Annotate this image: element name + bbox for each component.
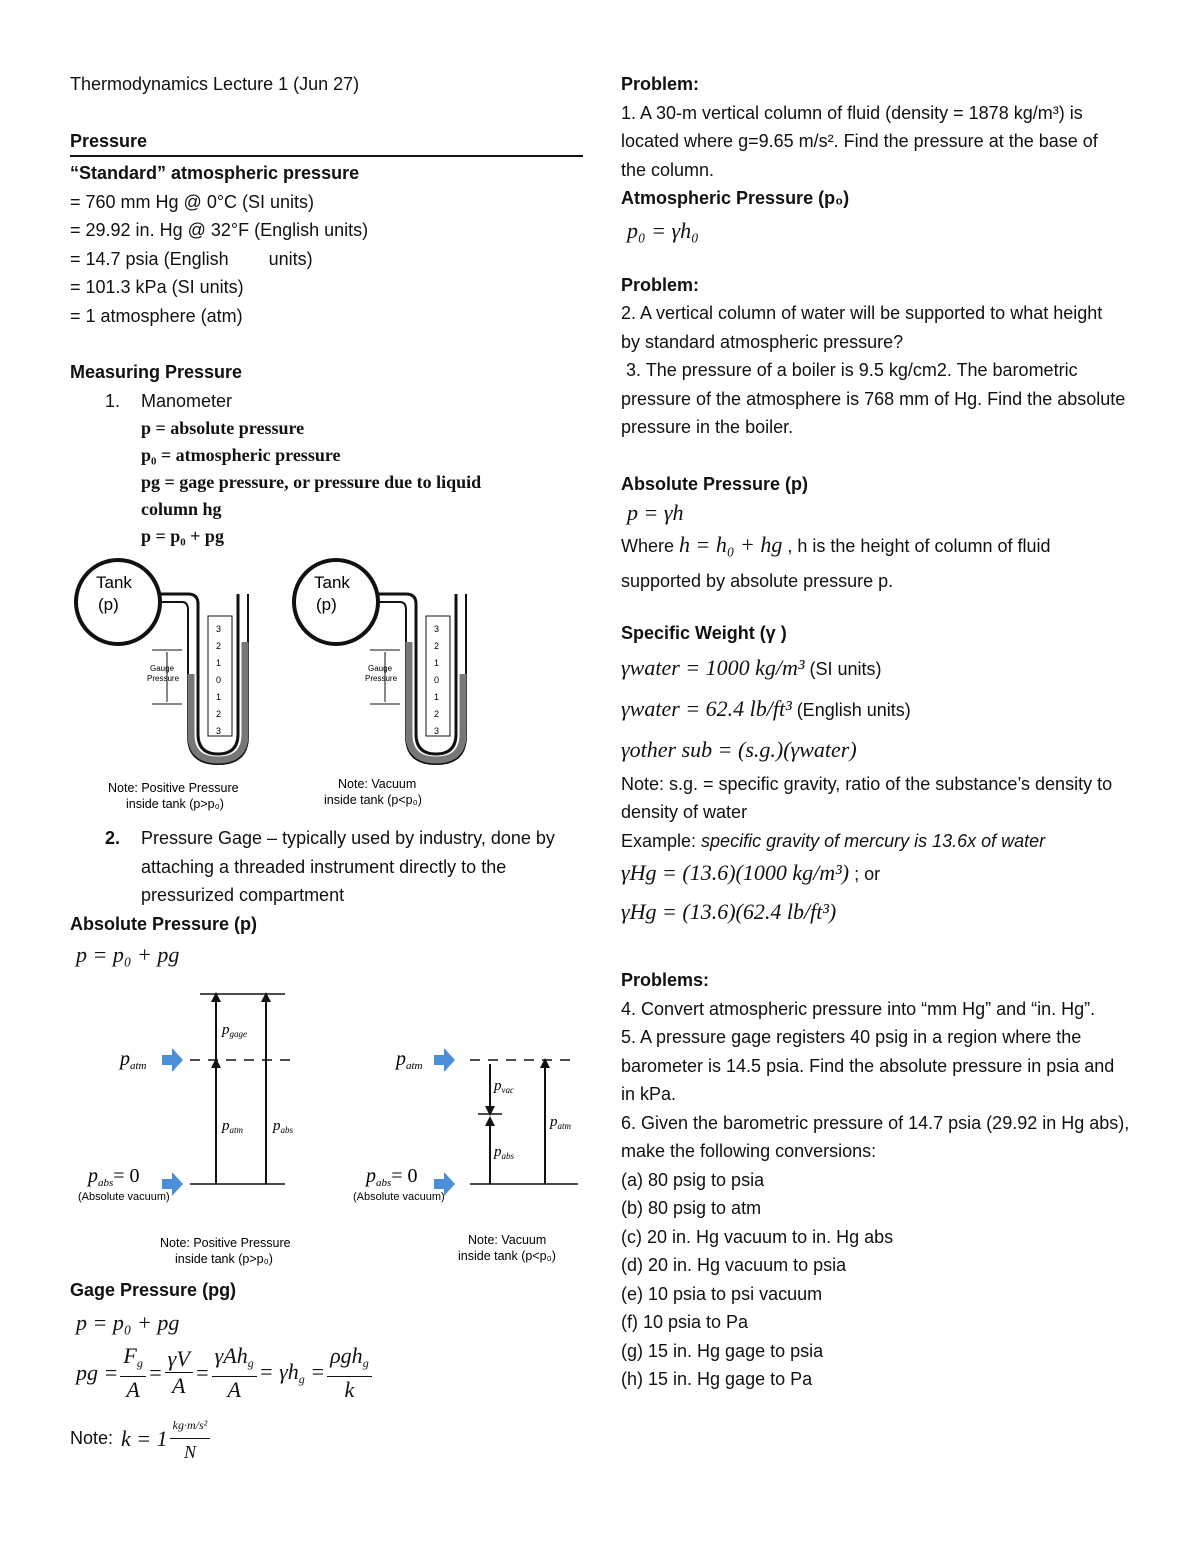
- k-note: [70, 1407, 585, 1471]
- gauge-label: Pressure: [365, 674, 398, 683]
- problem-1: 1. A 30-m vertical column of fluid (density = 1878 kg/m³) is located where g=9.65 m/s². Find the pressure at the base of the column.: [621, 102, 1098, 180]
- conversion-item: (h) 15 in. Hg gage to Pa: [621, 1369, 813, 1389]
- conversion-item: (b) 80 psig to atm: [621, 1198, 762, 1218]
- gauge-label: Gauge: [150, 664, 175, 673]
- atmospheric-pressure-title: Atmospheric Pressure (p₀): [621, 188, 850, 208]
- definition-line: p = p₀ + pg: [141, 526, 224, 546]
- conversion-item: (a) 80 psig to psia: [621, 1169, 765, 1190]
- standard-line: = 29.92 in. Hg @ 32°F (English units): [70, 220, 369, 240]
- standard-line: = 760 mm Hg @ 0°C (SI units): [70, 191, 315, 212]
- svg-text:2: 2: [216, 641, 222, 651]
- specific-weight-si: γwater = 1000 kg/m³ (SI units): [621, 654, 882, 680]
- svg-text:1: 1: [434, 692, 440, 702]
- problem-title: Problem:: [621, 274, 700, 295]
- label-patm: $p_{atm}$: [120, 1048, 147, 1072]
- label-pabs-zero: $p_{abs}= 0$: [366, 1165, 418, 1189]
- problem-title: Problem:: [621, 74, 700, 94]
- specific-weight-title: Specific Weight (γ ): [621, 623, 787, 643]
- label-patm-vertical: $p_{atm}$: [222, 1118, 243, 1135]
- arrow-right-icon: [434, 1048, 455, 1072]
- note-positive-line2: inside tank (p>p₀): [126, 797, 224, 811]
- note-vacuum-line1: Note: Vacuum: [338, 777, 417, 791]
- list-item-label: Manometer: [141, 390, 233, 411]
- svg-text:2: 2: [216, 709, 222, 719]
- svg-text:1: 1: [216, 658, 222, 668]
- gauge-label: Gauge: [368, 664, 393, 673]
- definition-line: p = absolute pressure: [141, 418, 305, 438]
- conversion-item: (d) 20 in. Hg vacuum to psia: [621, 1255, 847, 1275]
- note-vacuum-line1: Note: Vacuum: [468, 1233, 547, 1247]
- label-pgage: $p_{gage}$: [222, 1022, 247, 1039]
- absolute-pressure-formula: p = γh: [627, 500, 684, 525]
- atmospheric-pressure-formula: p₀ = γh₀: [627, 217, 699, 243]
- standard-line: = 101.3 kPa (SI units): [70, 277, 244, 297]
- list-item-manometer: [70, 387, 585, 416]
- example-line: Example: specific gravity of mercury is 13.6x of water: [621, 830, 1046, 851]
- note-positive-line1: Note: Positive Pressure: [160, 1236, 291, 1250]
- conversion-item: (c) 20 in. Hg vacuum to in. Hg abs: [621, 1226, 894, 1247]
- where-line-2: supported by absolute pressure p.: [621, 571, 894, 591]
- conversion-item: (f) 10 psia to Pa: [621, 1312, 749, 1332]
- k-fraction: $\frac{\text{kg·m/s²}}{N}$: [170, 1412, 211, 1465]
- problem-5: 5. A pressure gage registers 40 psig in a region where the barometer is 14.5 psia. Find the absolute pressure in psia and in kPa.: [621, 1027, 1115, 1104]
- label-absolute-vacuum: (Absolute vacuum): [353, 1191, 445, 1203]
- right-column: [621, 68, 1141, 1394]
- mercury-weight-english: γHg = (13.6)(62.4 lb/ft³): [621, 899, 837, 924]
- absolute-pressure-formula: p = p₀ + pg: [76, 942, 180, 967]
- problem-3: 3. The pressure of a boiler is 9.5 kg/cm2. The barometric pressure of the atmosphere is 768 mm of Hg. Find the absolute pressure in the boiler.: [621, 360, 1131, 437]
- tank-sub: (p): [98, 595, 119, 614]
- list-number: 2.: [105, 828, 121, 848]
- absolute-pressure-title: Absolute Pressure (p): [621, 473, 809, 494]
- standard-line: = 1 atmosphere (atm): [70, 305, 243, 326]
- label-absolute-vacuum: (Absolute vacuum): [78, 1191, 170, 1203]
- k-formula: k = 1: [121, 1425, 168, 1451]
- svg-text:3: 3: [434, 726, 440, 736]
- label-patm: $p_{atm}$: [396, 1048, 423, 1072]
- definition-line: column hg: [141, 499, 222, 519]
- pressure-level-diagram: [70, 972, 585, 1272]
- note-k-label: Note:: [70, 1428, 114, 1449]
- label-pabs-zero: $p_{abs}= 0$: [88, 1165, 140, 1189]
- note-positive-line2: inside tank (p>p₀): [175, 1252, 273, 1266]
- problem-4: 4. Convert atmospheric pressure into “mm Hg” and “in. Hg”.: [621, 998, 1096, 1019]
- specific-gravity-note: Note: s.g. = specific gravity, ratio of the substance’s density to density of water: [621, 773, 1113, 822]
- gage-formula-chain: pg = $\frac{F_g}{A}$ = $\frac{\gamma V}{A}$ = $\frac{\gamma Ah_g}{A}$ = $\gamma h_g$ = $\frac{\rho gh_g}{k}$: [70, 1341, 585, 1405]
- absolute-pressure-title: Absolute Pressure (p): [70, 913, 258, 934]
- svg-text:3: 3: [216, 624, 222, 634]
- measuring-pressure-title: Measuring Pressure: [70, 362, 243, 382]
- mercury-weight-si: γHg = (13.6)(1000 kg/m³) ; or: [621, 860, 881, 885]
- positive-pressure-levels: [78, 992, 295, 1266]
- list-number: 1.: [105, 390, 121, 411]
- specific-weight-other: γother sub = (s.g.)(γwater): [621, 736, 857, 762]
- specific-weight-english: γwater = 62.4 lb/ft³ (English units): [621, 695, 911, 721]
- tank-label: Tank: [314, 573, 350, 592]
- manometer-positive: [76, 560, 248, 811]
- standard-line: = 14.7 psia (English units): [70, 248, 313, 269]
- svg-text:1: 1: [216, 692, 222, 702]
- svg-text:3: 3: [216, 726, 222, 736]
- gage-pressure-title: Gage Pressure (pg): [70, 1280, 237, 1300]
- label-pvac: $p_{vac}$: [494, 1078, 514, 1095]
- note-vacuum-line2: inside tank (p<p₀): [458, 1249, 556, 1263]
- definition-line: p₀ = atmospheric pressure: [141, 445, 341, 465]
- problem-2: 2. A vertical column of water will be supported to what height by standard atmospheric pressure?: [621, 303, 1103, 352]
- svg-text:0: 0: [434, 675, 440, 685]
- problem-6: 6. Given the barometric pressure of 14.7 psia (29.92 in Hg abs), make the following conversions:: [621, 1112, 1130, 1161]
- left-column: [70, 68, 585, 1471]
- label-patm-vertical: $p_{atm}$: [550, 1114, 571, 1131]
- note-positive-line1: Note: Positive Pressure: [108, 781, 239, 795]
- section-divider: [70, 155, 583, 157]
- gage-formula-sum: p = p₀ + pg: [76, 1309, 180, 1335]
- svg-text:2: 2: [434, 709, 440, 719]
- tank-sub: (p): [316, 595, 337, 614]
- label-pabs-vertical: $p_{abs}$: [494, 1144, 515, 1161]
- svg-text:2: 2: [434, 641, 440, 651]
- manometer-diagram: [70, 554, 585, 824]
- standard-pressure-title: “Standard” atmospheric pressure: [70, 163, 360, 183]
- conversion-item: (e) 10 psia to psi vacuum: [621, 1283, 823, 1304]
- gauge-label: Pressure: [147, 674, 180, 683]
- definition-line: pg = gage pressure, or pressure due to liquid: [141, 472, 482, 492]
- label-pabs-vertical: $p_{abs}$: [273, 1118, 294, 1135]
- note-vacuum-line2: inside tank (p<p₀): [324, 793, 422, 807]
- svg-text:3: 3: [434, 624, 440, 634]
- where-line: Where h = h₀ + hg , h is the height of column of fluid: [621, 532, 1051, 557]
- problems-title: Problems:: [621, 970, 710, 990]
- svg-text:1: 1: [434, 658, 440, 668]
- lecture-header: Thermodynamics Lecture 1 (Jun 27): [70, 74, 360, 94]
- conversion-item: (g) 15 in. Hg gage to psia: [621, 1340, 824, 1361]
- list-item-label: Pressure Gage – typically used by industry, done by attaching a threaded instrument directly to the pressurized compartment: [141, 828, 555, 905]
- section-title-pressure: Pressure: [70, 130, 148, 151]
- tank-label: Tank: [96, 573, 132, 592]
- svg-text:0: 0: [216, 675, 222, 685]
- arrow-right-icon: [162, 1048, 183, 1072]
- list-item-pressure-gage: [70, 824, 585, 910]
- where-formula: h = h₀ + hg: [679, 532, 783, 557]
- manometer-vacuum: [294, 560, 466, 807]
- vacuum-pressure-levels: [353, 1048, 578, 1263]
